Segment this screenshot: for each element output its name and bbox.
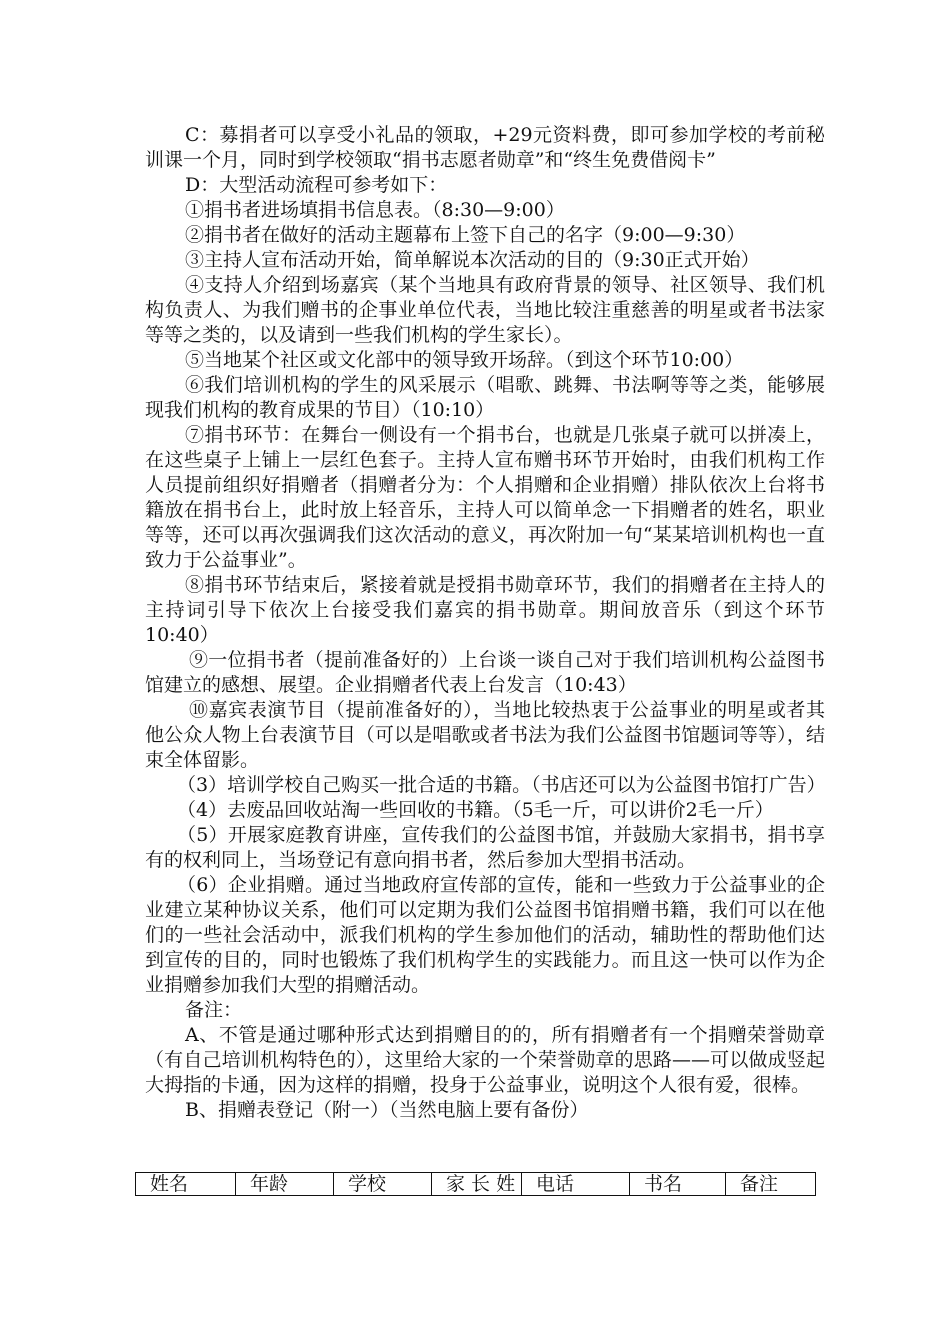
header-remarks: 备注: [726, 1173, 816, 1196]
step-1: ①捐书者进场填捐书信息表。（8:30—9:00）: [185, 199, 565, 221]
step-5: ⑤当地某个社区或文化部中的领导致开场辞。（到这个环节10:00）: [185, 349, 744, 371]
paragraph-5: （5）开展家庭教育讲座，宣传我们的公益图书馆，并鼓励大家捐书，捐书享有的权利同上，当场登记有意向捐书者，然后参加大型捐书活动。: [145, 824, 825, 871]
donation-register-table: [135, 1172, 816, 1196]
paragraph-c: C：募捐者可以享受小礼品的领取，+29元资料费，即可参加学校的考前秘训课一个月，同时到学校领取“捐书志愿者勋章”和“终生免费借阅卡”: [145, 124, 825, 171]
paragraph-d: D：大型活动流程可参考如下：: [185, 174, 448, 196]
document-body: [145, 123, 825, 1123]
step-8: ⑧捐书环节结束后，紧接着就是授捐书勋章环节，我们的捐赠者在主持人的主持词引导下依次上台接受我们嘉宾的捐书勋章。期间放音乐（到这个环节10:40）: [145, 574, 825, 646]
note-heading: 备注：: [185, 999, 243, 1021]
header-age: 年龄: [236, 1173, 334, 1196]
step-9: ⑨一位捐书者（提前准备好的）上台谈一谈自己对于我们培训机构公益图书馆建立的感想、展望。企业捐赠者代表上台发言（10:43）: [145, 649, 825, 696]
header-school: 学校: [334, 1173, 432, 1196]
paragraph-3: （3）培训学校自己购买一批合适的书籍。（书店还可以为公益图书馆打广告）: [177, 774, 826, 796]
step-10: ⑩嘉宾表演节目（提前准备好的），当地比较热衷于公益事业的明星或者其他公众人物上台表演节目（可以是唱歌或者书法为我们公益图书馆题词等等），结束全体留影。: [145, 699, 825, 771]
step-2: ②捐书者在做好的活动主题幕布上签下自己的名字（9:00—9:30）: [185, 224, 746, 246]
header-book-title: 书名: [630, 1173, 726, 1196]
header-name: 姓名: [136, 1173, 236, 1196]
step-4: ④支持人介绍到场嘉宾（某个当地具有政府背景的领导、社区领导、我们机构负责人、为我们赠书的企事业单位代表，当地比较注重慈善的明星或者书法家等等之类的，以及请到一些我们机构的学生家长）。: [145, 274, 825, 346]
step-6: ⑥我们培训机构的学生的风采展示（唱歌、跳舞、书法啊等等之类，能够展现我们机构的教育成果的节目）（10:10）: [145, 374, 825, 421]
note-b: B、捐赠表登记（附一）（当然电脑上要有备份）: [185, 1099, 589, 1121]
note-a: A、不管是通过哪种形式达到捐赠目的的，所有捐赠者有一个捐赠荣誉勋章（有自己培训机构特色的），这里给大家的一个荣誉勋章的思路——可以做成竖起大拇指的卡通，因为这样的捐赠，投身于公益事业，说明这个人很有爱，很棒。: [145, 1024, 825, 1096]
step-7: ⑦捐书环节：在舞台一侧设有一个捐书台，也就是几张桌子就可以拼凑上，在这些桌子上铺上一层红色套子。主持人宣布赠书环节开始时，由我们机构工作人员提前组织好捐赠者（捐赠者分为：个人捐赠和企业捐赠）排队依次上台将书籍放在捐书台上，此时放上轻音乐，主持人可以简单念一下捐赠者的姓名，职业等等，还可以再次强调我们这次活动的意义，再次附加一句“某某培训机构也一直致力于公益事业”。: [145, 424, 825, 571]
step-3: ③主持人宣布活动开始，简单解说本次活动的目的（9:30正式开始）: [185, 249, 760, 271]
paragraph-4: （4）去废品回收站淘一些回收的书籍。（5毛一斤，可以讲价2毛一斤）: [177, 799, 774, 821]
header-parent-name: 家 长 姓: [432, 1173, 522, 1196]
table-header-row: [136, 1173, 816, 1196]
paragraph-6: （6）企业捐赠。通过当地政府宣传部的宣传，能和一些致力于公益事业的企业建立某种协议关系，他们可以定期为我们公益图书馆捐赠书籍，我们可以在他们的一些社会活动中，派我们机构的学生参加他们的活动，辅助性的帮助他们达到宣传的目的，同时也锻炼了我们机构学生的实践能力。而且这一快可以作为企业捐赠参加我们大型的捐赠活动。: [145, 874, 825, 996]
header-phone: 电话: [522, 1173, 630, 1196]
